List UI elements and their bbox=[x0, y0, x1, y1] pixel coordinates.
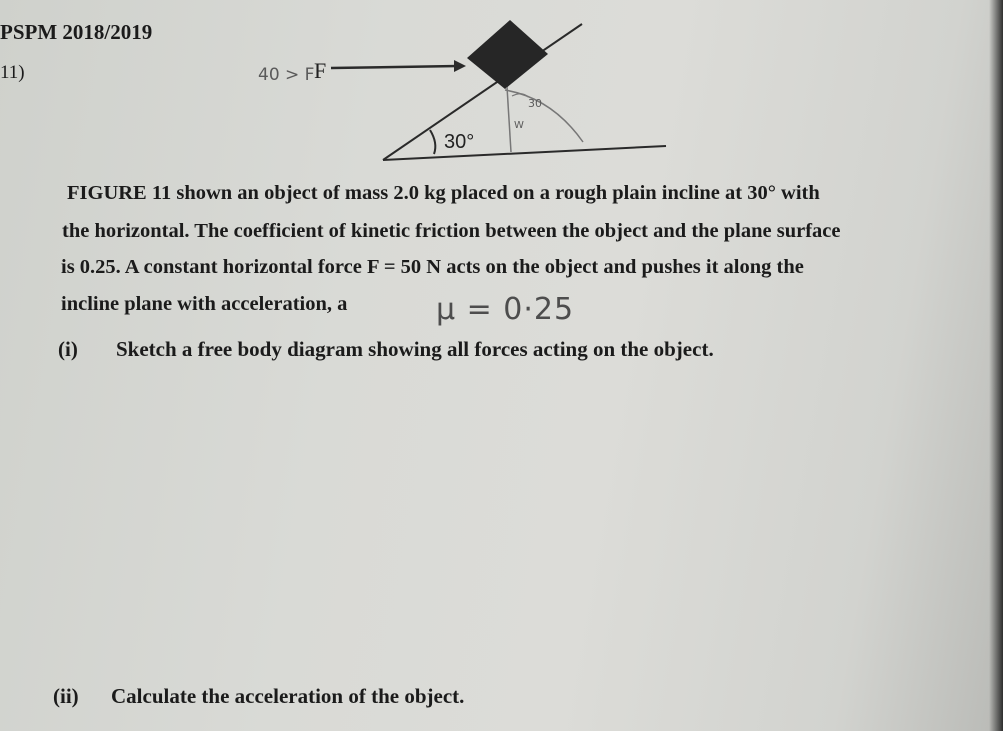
part-i-text: Sketch a free body diagram showing all forces acting on the object. bbox=[116, 337, 714, 361]
question-number: 11) bbox=[0, 62, 25, 83]
weight-line bbox=[507, 87, 511, 152]
force-arrowhead bbox=[454, 60, 466, 72]
handwritten-angle-note: 30 bbox=[528, 97, 542, 110]
handwritten-weight-note: W bbox=[514, 120, 524, 131]
part-ii-text: Calculate the acceleration of the object. bbox=[111, 684, 465, 708]
paragraph-line-3: is 0.25. A constant horizontal force F = 50 N acts on the object and pushes it along the bbox=[61, 256, 804, 278]
angle-arc bbox=[430, 130, 435, 154]
force-arrow-line bbox=[331, 66, 458, 68]
part-i-label: (i) bbox=[58, 337, 78, 361]
exam-header: PSPM 2018/2019 bbox=[0, 20, 153, 44]
handwritten-mu-note: µ = 0·25 bbox=[436, 292, 575, 327]
part-ii bbox=[53, 684, 464, 709]
small-angle-arc bbox=[512, 94, 528, 97]
ground-line bbox=[383, 146, 666, 160]
paragraph-line-1: FIGURE 11 shown an object of mass 2.0 kg placed on a rough plain incline at 30° with bbox=[67, 182, 820, 204]
angle-label: 30° bbox=[444, 131, 475, 153]
paragraph-line-2: the horizontal. The coefficient of kinetic friction between the object and the plane surface bbox=[62, 220, 841, 242]
block bbox=[467, 20, 548, 89]
incline-figure bbox=[0, 0, 1003, 180]
normal-arc bbox=[505, 90, 583, 142]
paragraph-line-4: incline plane with acceleration, a bbox=[61, 293, 348, 315]
handwritten-force-note: 40 > F bbox=[258, 65, 315, 85]
force-label: F bbox=[314, 58, 327, 83]
part-i bbox=[58, 337, 714, 362]
part-ii-label: (ii) bbox=[53, 684, 79, 708]
